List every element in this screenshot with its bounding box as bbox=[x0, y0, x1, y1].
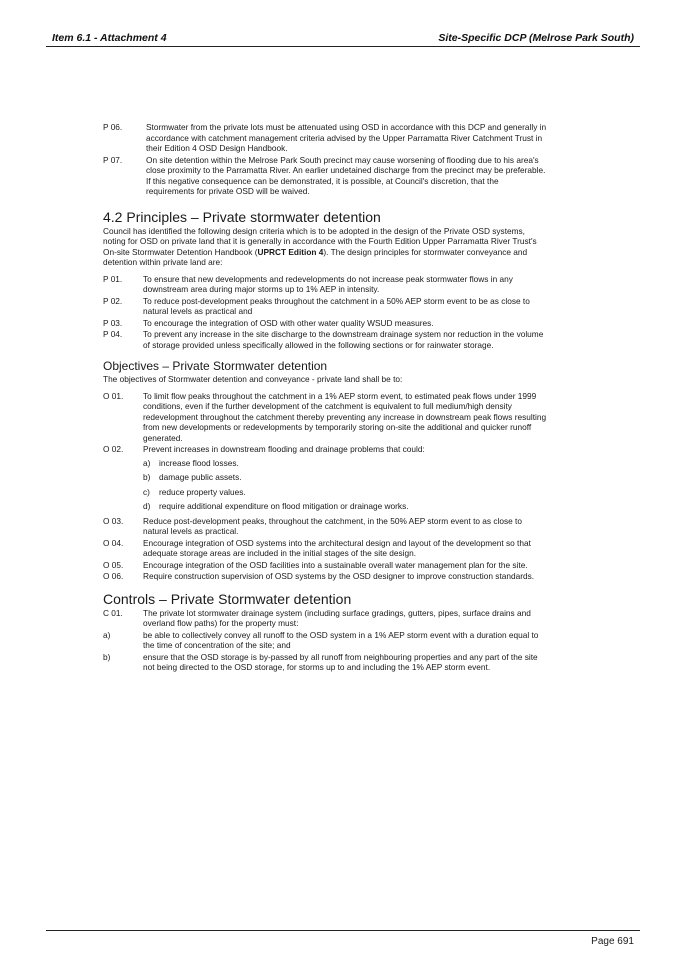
clause-text: Encourage integration of the OSD facilities into a sustainable overall water management plan for the site. bbox=[143, 559, 528, 570]
clause-text: ensure that the OSD storage is by-passed by all runoff from neighbouring properties and any part of the site not being directed to the OSD storage, for storms up to and including the 1% AEP storm event. bbox=[143, 651, 538, 672]
clause-text: be able to collectively convey all runoff to the OSD system in a 1% AEP storm event with a duration equal to the time of concentration of the site; and bbox=[143, 629, 539, 650]
clause-text: To limit flow peaks throughout the catchment in a 1% AEP storm event, to estimated peak flows under 1999 conditions, even if the further development of the catchment is equivalent to full medium/high density redevelopment throughout the catchment thereby preventing any increase in downstream peak flows resulting from new developments or redevelopments by temporarily storing on-site the additional and quicker runoff generated. bbox=[143, 390, 547, 443]
clause-code: C 01. bbox=[103, 607, 123, 618]
clause-text: On site detention within the Melrose Park South precinct may cause worsening of flooding due to his area's close proximity to the Parramatta River. An earlier undetained discharge from the precinct may be preferable. If this negative consequence can be demonstrated, it is possible, at Council's discretion, that the requirements for private OSD will be waived. bbox=[146, 154, 546, 196]
clause-text: The private lot stormwater drainage system (including surface gradings, gutters, pipes, surface drains and overland flow paths) for the property must: bbox=[143, 607, 531, 628]
footer-divider bbox=[46, 930, 640, 931]
sub-text: increase flood losses. bbox=[159, 457, 239, 468]
clause-c01-a bbox=[103, 630, 547, 651]
clause-code: P 07. bbox=[103, 154, 123, 165]
clause-p06 bbox=[103, 122, 547, 154]
sub-code: c) bbox=[143, 486, 150, 497]
controls-heading: Controls – Private Stormwater detention bbox=[103, 590, 352, 607]
document-body bbox=[103, 122, 547, 674]
clause-p01 bbox=[103, 274, 547, 295]
clause-code: O 03. bbox=[103, 515, 124, 526]
sub-code: a) bbox=[143, 457, 151, 468]
clause-code: O 06. bbox=[103, 571, 124, 581]
clause-text: To prevent any increase in the site discharge to the downstream drainage system nor reduction in the volume of storage provided unless specifically allowed in the following sections or for rainwater storage. bbox=[143, 329, 544, 350]
clause-code: O 04. bbox=[103, 537, 124, 548]
clause-c01 bbox=[103, 608, 547, 629]
principles-intro: Council has identified the following design criteria which is to be adopted in the design of the Private OSD systems, noting for OSD on private land that it is generally in accordance with the Fourth Edition Upper Parramatta River Trust's On-site Stormwater Detention Handbook (UPRCT Edition 4). The design principles for stormwater conveyance and detention within private land are: bbox=[103, 225, 537, 267]
header-divider bbox=[46, 46, 640, 47]
objectives-intro: The objectives of Stormwater detention and conveyance - private land shall be to: bbox=[103, 374, 403, 384]
clause-text: Require construction supervision of OSD systems by the OSD designer to improve construction standards. bbox=[143, 571, 535, 581]
sub-item bbox=[143, 501, 547, 512]
clause-p03 bbox=[103, 318, 547, 329]
clause-code: P 06. bbox=[103, 122, 123, 132]
clause-code: P 03. bbox=[103, 317, 123, 328]
clause-code: P 02. bbox=[103, 295, 123, 306]
clause-text: Stormwater from the private lots must be attenuated using OSD in accordance with this DCP and generally in accordance with catchment management criteria advised by the Upper Parramatta River Catchment Trust in their Edition 4 OSD Design Handbook. bbox=[146, 122, 547, 153]
sub-code: d) bbox=[143, 501, 151, 511]
clause-code: a) bbox=[103, 629, 111, 640]
sub-item bbox=[143, 458, 547, 469]
clause-o04 bbox=[103, 538, 547, 559]
clause-o06 bbox=[103, 571, 547, 582]
clause-text: Prevent increases in downstream flooding and drainage problems that could: bbox=[143, 444, 425, 454]
clause-text: To ensure that new developments and redevelopments do not increase peak stormwater flows in any downstream area during major storms up to 1% AEP in intensity. bbox=[143, 273, 513, 294]
clause-o02 bbox=[103, 444, 547, 455]
clause-code: O 02. bbox=[103, 444, 124, 454]
principles-heading: 4.2 Principles – Private stormwater detention bbox=[103, 208, 381, 225]
sub-text: require additional expenditure on flood mitigation or drainage works. bbox=[159, 501, 409, 511]
clause-code: O 05. bbox=[103, 559, 124, 570]
clause-code: P 04. bbox=[103, 329, 123, 339]
sub-text: reduce property values. bbox=[159, 486, 246, 497]
page-number: Page 691 bbox=[591, 936, 634, 947]
sub-code: b) bbox=[143, 472, 151, 482]
page-header bbox=[0, 0, 682, 50]
clause-p04 bbox=[103, 329, 547, 350]
header-right: Site-Specific DCP (Melrose Park South) bbox=[438, 32, 634, 44]
clause-code: b) bbox=[103, 651, 111, 662]
principles-intro-bold: UPRCT Edition 4 bbox=[257, 246, 324, 257]
clause-p07 bbox=[103, 155, 547, 197]
clause-o03 bbox=[103, 516, 547, 537]
objectives-heading: Objectives – Private Stormwater detention bbox=[103, 359, 328, 373]
clause-text: Encourage integration of OSD systems into the architectural design and layout of the development so that adequate storage areas are included in the initial stages of the site design. bbox=[143, 537, 531, 558]
clause-code: P 01. bbox=[103, 273, 123, 284]
header-left: Item 6.1 - Attachment 4 bbox=[52, 32, 167, 44]
sub-text: damage public assets. bbox=[159, 472, 242, 482]
sub-item bbox=[143, 472, 547, 483]
clause-c01-b bbox=[103, 652, 547, 673]
clause-o01 bbox=[103, 391, 547, 444]
clause-code: O 01. bbox=[103, 390, 124, 401]
clause-text: To encourage the integration of OSD with other water quality WSUD measures. bbox=[143, 317, 434, 328]
clause-text: To reduce post-development peaks throughout the catchment in a 50% AEP storm event to be as close to natural levels as practical and bbox=[143, 295, 530, 316]
clause-p02 bbox=[103, 296, 547, 317]
sub-item bbox=[143, 487, 547, 498]
clause-text: Reduce post-development peaks, throughout the catchment, in the 50% AEP storm event to as close to natural levels as practical. bbox=[143, 515, 522, 536]
clause-o05 bbox=[103, 560, 547, 571]
